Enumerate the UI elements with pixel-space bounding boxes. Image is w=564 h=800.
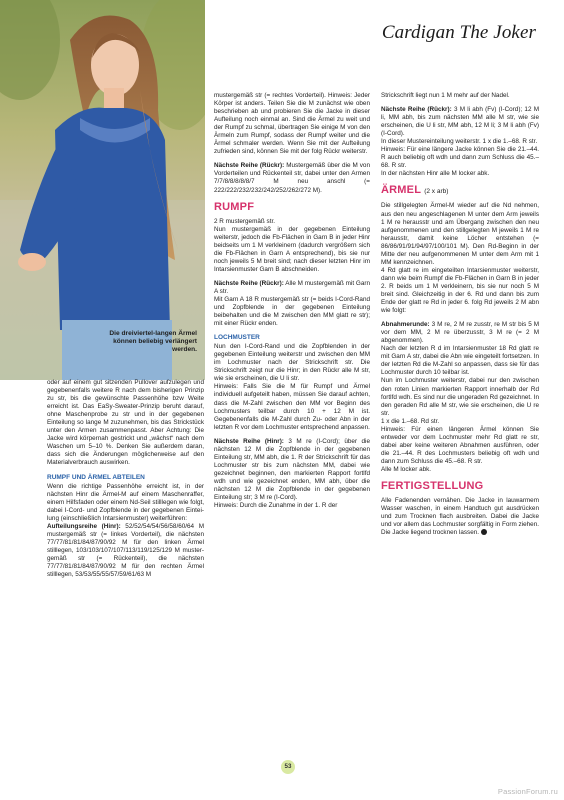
section-heading-lochmuster: LOCHMUSTER [214,334,260,342]
row-text: Mustergemäß über die M von Vorderteilen und Rückenteil str, dabei unter den Armen 7/7/8/8/8/8/8/7 M neu anschl (= 222/222/232/232/242/252/262/272 M). [214,162,370,194]
row-text: Alle Fadenenden vernähen. Die Jacke in lauwarmem Wasser waschen, in einem Handtuch gut ausdrücken und zum Trocknen flach ausbreiten. Dabei die Jacke und vor allem das Lochmuster sorgfältig in Form ziehen. Die Jacke liegend trocknen lassen. [381,497,539,537]
photo-illustration [0,0,205,380]
section-heading-rumpf: RUMPF [214,200,255,213]
watermark: PassionForum.ru [497,787,558,796]
heading-note: (2 x arb) [424,188,449,196]
row-text: 3 M re (I-Cord); über die nächsten 12 M die Zopfblende in der gegebenen Einteilung str, MM abh, die 1. R der Strickschrift für das Lochmuster str bis zum nächsten MM, dabei wie gezeichnet beginnen, den markierten Rapport fortlfd wdh und wie gezeichnet enden, MM abh, über die nächsten 12 M die Zopfblende in der gegebenen Einteilung str; 3 M re (I-Cord). Hinweis: Durch die Zunahme in der 1. R der [214,437,370,510]
photo-caption: Die dreiviertel-langen Ärmel können beliebig verlängert werden. [109,330,197,354]
section-heading-fertigstellung: FERTIGSTELLUNG [381,480,484,493]
paragraph [381,497,539,537]
paragraph: Strickschrift liegt nun 1 M mehr auf der Nadel. [381,92,510,99]
paragraph [381,321,539,474]
paragraph: Nun den I-Cord-Rand und die Zopfblenden in der gegebenen Einteilung weiterstr und zwischen den MM im Lochmuster nach der Strickschrift str. Die Strickschrift zeigt nur die Hinr; in den Rückr alle M str, wie sie erscheinen, die U li str. Hinweis: Falls Sie die M für Rumpf und Ärmel individuell aufgeteilt haben, müssen Sie darauf achten, dass die M-Zahl zwischen den MM vor Beginn des Lochmusters teilbar durch 10 + 12 M ist. Gegebenenfalls die M-Zahl durch Zu- oder Abn in der letzten R vor dem Lochmuster entsprechend anpassen. [214,343,370,431]
paragraph: 2 R mustergemäß str. Nun mustergemäß in der gegebenen Einteilung weiterstr, jedoch die Fb-Flächen in Garn B in jeder Hinr beidseits um 1 M verkleinern (dadurch vergrößern sich die Fb-Flächen in Garn A entsprechend), bis sie nur noch jeweils 5 M breit sind; nach dieser letzten Hinr im Intarsienmuster Garn B abschneiden. [214,217,370,273]
row-text: 3 M re, 2 M re zusstr, re M str bis 5 M vor dem MM, 2 M re überzusstr, 3 M re (= 2 M abgenommen). Nach der letzten R d im Intarsienmuster 18 Rd glatt re mit Garn A str, dabei die Abn wie eingeteilt fortsetzen. In der letzten Rd die M-Zahl so anpassen, dass sie für das Lochmuster durch 10 teilbar ist. Nun im Lochmuster weiterstr, dabei nur den zwischen den roten Linien markierten Rapport innerhalb der Rd fortlfd wdh. Es sind nur die ungeraden Rd gezeichnet. In den geraden Rd alle M str, wie sie erscheinen, die U re str. 1 x die 1.–68. Rd str. Hinweis: Für einen längeren Ärmel können Sie entweder vor dem Lochmuster mehr Rd glatt re str, dabei aber keine weiteren Abnahmen ausführen, oder die 21.–44. R des Lochmusters beliebig oft wdh und dann zum Schluss die 45.–68. R str. Alle M locker abk. [381,321,539,473]
row-text: Alle M mustergemäß mit Garn A str. Mit Garn A 18 R mustergemäß str (= beids I-Cord-Rand und Zopfblende in der gegebenen Einteilung beibehalten und die M zwischen den MM glatt re str); mit einer Rückr enden. [214,279,370,328]
row-label: Abnahmerunde: [381,321,430,329]
section-heading-rumpf-aermel-abteilen: RUMPF UND ÄRMEL ABTEILEN [47,473,145,481]
paragraph: Wenn die richtige Passenhöhe erreicht ist, in der nächsten Hinr die Ärmel-M auf einem Maschenraffer, einem Hilfsfaden oder einem Nd-Seil stilllegen wie folgt, dabei I-Cord- und Zopfblende in der gegebenen Einteilung (einschließlich Intarsienmuster) weiterführen: [47,482,204,522]
paragraph [214,162,370,194]
heading-text: ÄRMEL [381,184,421,197]
paragraph [47,523,204,579]
page-title: Cardigan The Joker [381,22,536,43]
row-label: Nächste Reihe (Rückr): [214,162,285,170]
paragraph [381,106,539,178]
row-text: 3 M li abh (Fv) (I-Cord); 12 M li, MM abh, bis zum nächsten MM alle M str, wie sie erscheinen, die U li str, MM abh, 12 M li; 3 M li abh (Fv) (I-Cord). In dieser Mustereinteilung weiterstr. 1 x die 1.–68. R str. Hinweis: Für eine längere Jacke können Sie die 21.–44. R auch beliebig oft wdh und dann zum Schluss die 45.–68. R str. In der nächsten Hinr alle M locker abk. [381,106,539,178]
row-label: Nächste Reihe (Rückr): [381,106,452,114]
text-column-1 [47,379,204,585]
section-heading-aermel [381,184,539,198]
text-column-3 [381,92,539,543]
row-label: Nächste Reihe (Hinr): [214,437,284,445]
model-photo [0,0,205,380]
paragraph [214,280,370,328]
paragraph [214,438,370,510]
text-column-2 [214,92,370,516]
paragraph: oder auf einem gut sitzenden Pullover aufzulegen und gegebenenfalls weitere R nach dem bisherigen Prinzip zu str, bis die gewünschte Passenhöhe bzw Weite erreicht ist. Das EaSy-Sweater-Prinzip beruht darauf, ohne Maschenprobe zu str und in der gegebenen Einteilung so lange M zuzunehmen, bis das Strickstück unter den Armen zusammenpasst. Aber Achtung: Die Jacke wird körpernah gestrickt und „wächst“ nach dem Waschen um 5–10 %. Denken Sie außerdem daran, dass sich die Änderungen möglicherweise auf den Materialverbrauch auswirken. [47,379,204,467]
row-text: 52/52/54/54/56/58/60/64 M mustergemäß str (= linkes Vorderteil), die nächsten 77/77/81/81/84/87/90/92 M für den linken Ärmel stilllegen, 103/103/107/107/113/119/125/129 M mustergemäß str (= Rückenteil), die nächsten 77/77/81/81/84/87/90/92 M für den rechten Ärmel stilllegen, 53/53/55/55/57/59/61/63 M [47,522,204,579]
row-label: Aufteilungsreihe (Hinr): [47,522,121,530]
row-label: Nächste Reihe (Rückr): [214,279,284,287]
page-number: 53 [281,760,295,774]
end-mark-icon [481,529,487,535]
paragraph: Die stillgelegten Ärmel-M wieder auf die Nd nehmen, aus den neu angeschlagenen M unter dem Arm jeweils 1 M re herausstr und am Übergang zwischen den neu aufgenommenen und den stillgelegten M jeweils 1 M re herausstr, damit keine Löcher entstehen (= 86/86/91/91/94/97/100/101 M). Den Rd-Beginn in der Mitte der neu aufgenommenen M unter dem Arm mit 1 MM kennzeichnen. 4 Rd glatt re im eingeteilten Intarsienmuster weiterstr, dann wie beim Rumpf die Fb-Flächen in Garn B in jeder 2. R beids um 1 M verkleinern, bis sie nur noch 5 M breit sind. Gleichzeitig in der 6. Rd und dann bis zum Ende der glatt re Rd in jeder 6. folg Rd jeweils 2 M abn wie folgt: [381,202,539,315]
paragraph: mustergemäß str (= rechtes Vorderteil). Hinweis: Jeder Körper ist anders. Teilen Sie die M zunächst wie oben beschrieben ab und probieren Sie die Jacke in dieser Aufteilung noch einmal an. Sind die Ärmel zu weit und der Rumpf zu schmal, übertragen Sie einige M von den Ärmeln zum Rumpf, sodass der Rumpf weiter und die Ärmel schmaler werden. Wenn Sie mit der Aufteilung zufrieden sind, können Sie mit der folg Rückr weiterstr. [214,92,370,156]
